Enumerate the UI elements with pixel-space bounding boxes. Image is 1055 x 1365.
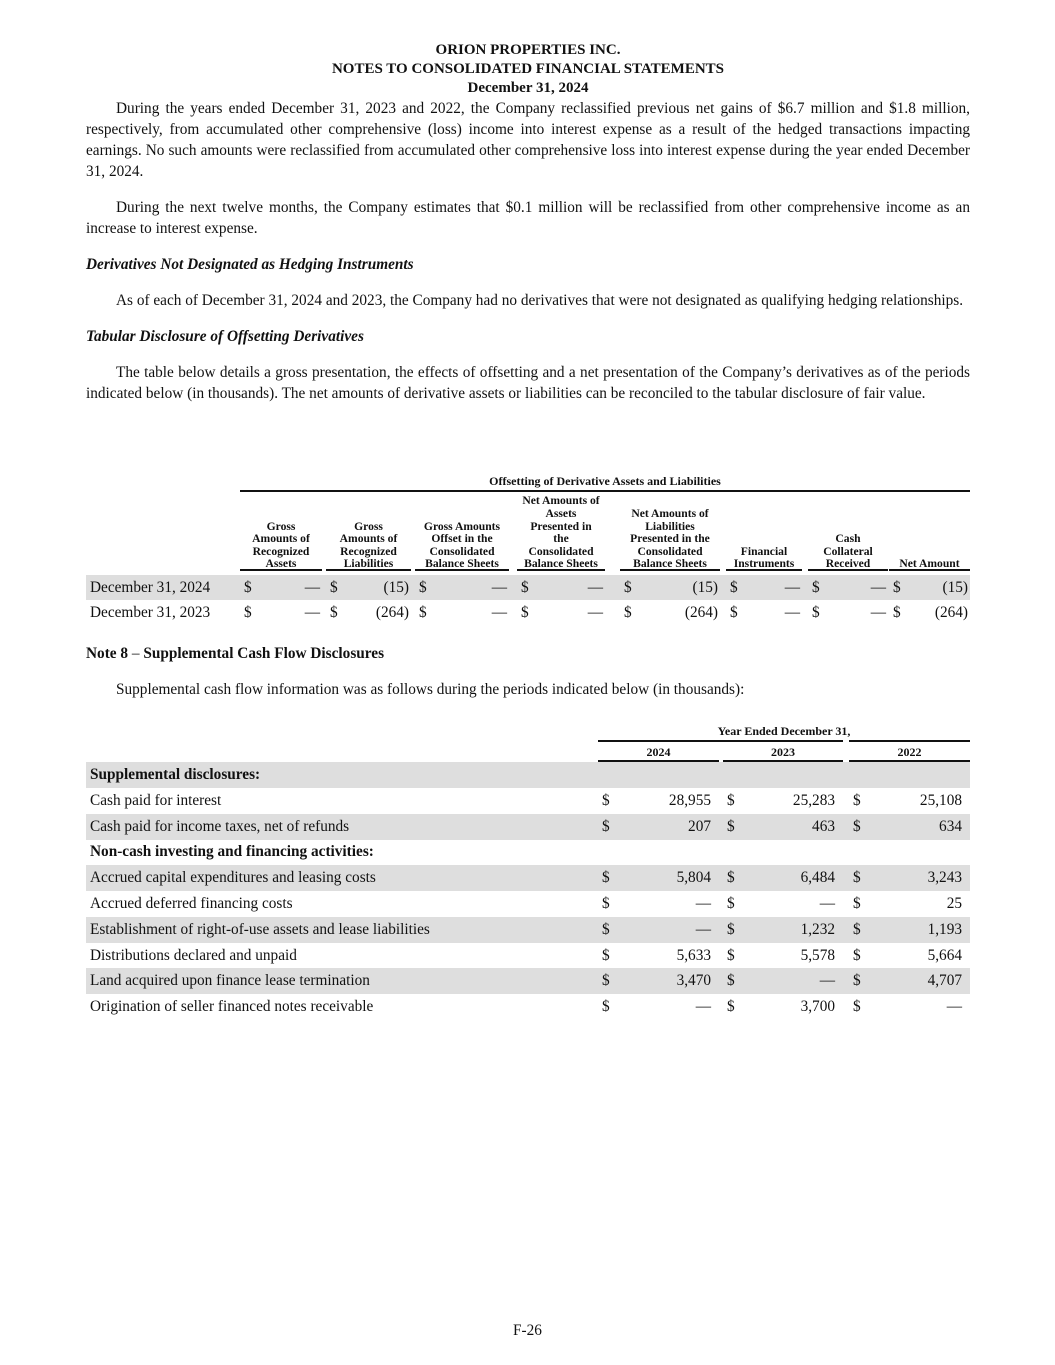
currency-symbol: $ — [727, 920, 735, 938]
row-label: Origination of seller financed notes receivable — [90, 998, 374, 1016]
currency-symbol: $ — [602, 817, 610, 835]
header-line: Recognized — [252, 544, 310, 558]
cell-value: — — [695, 998, 711, 1016]
currency-symbol: $ — [727, 998, 735, 1016]
cell-value: (264) — [934, 604, 968, 621]
derivatives-column-header — [517, 495, 605, 571]
header-rule — [326, 569, 411, 571]
currency-symbol: $ — [727, 817, 735, 835]
currency-symbol: $ — [893, 579, 901, 596]
currency-symbol: $ — [244, 604, 252, 621]
cell-value: — — [819, 895, 835, 912]
currency-symbol: $ — [893, 604, 901, 621]
page-number: F-26 — [513, 1322, 542, 1339]
note8-dash: – — [128, 645, 144, 662]
header-line: Received — [825, 557, 871, 571]
header-line: Assets — [545, 506, 577, 520]
header-rule — [517, 569, 605, 571]
currency-symbol: $ — [602, 946, 610, 964]
cell-value: — — [870, 579, 886, 596]
header-line: Consolidated — [429, 544, 495, 558]
header-line: Amounts of — [339, 532, 398, 546]
row-label: Supplemental disclosures: — [90, 766, 261, 783]
currency-symbol: $ — [727, 895, 735, 912]
cell-value: 5,578 — [800, 946, 835, 964]
derivatives-column-header — [240, 521, 322, 571]
currency-symbol: $ — [602, 972, 610, 990]
cell-value: (15) — [383, 579, 409, 596]
cashflow-row — [86, 917, 970, 943]
cell-value: (15) — [942, 579, 968, 596]
note8-title: Supplemental Cash Flow Disclosures — [143, 645, 385, 662]
header-line: Recognized — [340, 544, 397, 558]
row-label: December 31, 2024 — [90, 579, 211, 596]
paragraph-table-description: The table below details a gross presentation, the effects of offsetting and a net presentation of the Company’s derivatives as of the periods indicated below (in thousands). The net amounts of derivative assets or liabilities can be reconciled to the tabular disclosure of fair value. — [86, 364, 970, 402]
header-line: Presented in the — [630, 532, 710, 546]
header-line: Collateral — [823, 544, 873, 558]
cell-value: — — [587, 579, 603, 596]
currency-symbol: $ — [853, 946, 861, 964]
header-line: Amounts of — [252, 532, 310, 546]
cell-value: — — [491, 579, 507, 596]
cell-value: 5,664 — [927, 946, 962, 964]
derivatives-column-header — [808, 533, 888, 571]
currency-symbol: $ — [602, 869, 610, 887]
paragraph-reclassified-gains: During the years ended December 31, 2023 and 2022, the Company reclassified previous net gains of $6.7 million and $1.8 million, respectively, from accumulated other comprehensive (loss) income into interest expense as a result of the hedged transactions impacting earnings. No such amounts were reclassified from accumulated other comprehensive loss into interest expense during the year ended December 31, 2024. — [86, 100, 970, 180]
header-line: Assets — [265, 557, 297, 571]
cell-value: (15) — [692, 579, 718, 596]
derivatives-column-header — [620, 508, 720, 571]
paragraph-no-derivatives: As of each of December 31, 2024 and 2023, the Company had no derivatives that were not designated as qualifying hedging relationships. — [116, 292, 964, 309]
cashflow-row — [86, 891, 970, 917]
derivatives-column-header — [326, 521, 411, 571]
header-line: the — [553, 532, 569, 546]
cell-value: 28,955 — [668, 791, 711, 809]
currency-symbol: $ — [853, 895, 861, 912]
currency-symbol: $ — [521, 604, 529, 621]
derivatives-column-header — [415, 521, 509, 571]
cashflow-row — [86, 788, 970, 814]
cell-value: 3,470 — [676, 972, 711, 990]
section-header-row — [86, 839, 970, 865]
header-rule — [240, 569, 322, 571]
row-label: Non-cash investing and financing activities: — [90, 843, 374, 861]
currency-symbol: $ — [602, 920, 610, 938]
year-header: 2024 — [646, 745, 671, 759]
title-rule — [849, 740, 970, 742]
document-date: December 31, 2024 — [467, 80, 589, 96]
header-line: Financial — [740, 544, 788, 558]
cell-value: — — [304, 579, 320, 596]
currency-symbol: $ — [812, 604, 820, 621]
derivatives-row — [86, 575, 970, 600]
currency-symbol: $ — [853, 869, 861, 887]
document-title: NOTES TO CONSOLIDATED FINANCIAL STATEMENTS — [331, 61, 725, 77]
currency-symbol: $ — [602, 791, 610, 809]
currency-symbol: $ — [602, 998, 610, 1016]
cell-value: 3,700 — [800, 998, 835, 1016]
cell-value: 634 — [939, 817, 962, 835]
currency-symbol: $ — [853, 998, 861, 1016]
cell-value: — — [491, 604, 507, 621]
header-line: Liabilities — [645, 519, 695, 533]
cell-value: 4,707 — [927, 972, 962, 990]
currency-symbol: $ — [812, 579, 820, 596]
title-rule — [598, 740, 843, 742]
section-header-row — [86, 762, 970, 788]
note8-heading — [86, 645, 384, 663]
cell-value: 5,804 — [676, 869, 711, 887]
header-line: Consolidated — [637, 544, 703, 558]
note8-number: Note 8 — [86, 645, 129, 662]
currency-symbol: $ — [727, 869, 735, 887]
currency-symbol: $ — [521, 579, 529, 596]
cell-value: (264) — [684, 604, 718, 621]
currency-symbol: $ — [853, 972, 861, 990]
currency-symbol: $ — [419, 604, 427, 621]
header-line: Gross — [266, 519, 296, 533]
header-line: Balance Sheets — [633, 557, 707, 571]
header-line: Instruments — [733, 557, 795, 571]
header-line: Liabilities — [343, 557, 394, 571]
cell-value: — — [784, 579, 800, 596]
header-line: Gross — [354, 519, 383, 533]
currency-symbol: $ — [853, 920, 861, 938]
subheading-not-designated: Derivatives Not Designated as Hedging Instruments — [86, 256, 414, 273]
cashflow-row — [86, 814, 970, 840]
cell-value: 25,283 — [792, 791, 835, 809]
cashflow-table-title: Year Ended December 31, — [717, 724, 851, 738]
cashflow-row — [86, 968, 970, 994]
cell-value: — — [304, 604, 320, 621]
cell-value: 463 — [812, 817, 835, 835]
derivatives-row — [86, 600, 970, 625]
currency-symbol: $ — [419, 579, 427, 596]
currency-symbol: $ — [624, 604, 632, 621]
header-rule — [620, 569, 720, 571]
cell-value: 25,108 — [919, 791, 962, 809]
currency-symbol: $ — [330, 604, 338, 621]
cell-value: 5,633 — [676, 946, 711, 964]
currency-symbol: $ — [730, 604, 738, 621]
header-rule — [889, 569, 970, 571]
year-header: 2023 — [771, 745, 795, 759]
row-label: Cash paid for interest — [90, 791, 222, 809]
derivatives-table-title: Offsetting of Derivative Assets and Liabilities — [489, 474, 721, 488]
currency-symbol: $ — [853, 791, 861, 809]
cell-value: — — [695, 920, 711, 938]
cell-value: 1,232 — [800, 920, 835, 938]
note8-intro: Supplemental cash flow information was as follows during the periods indicated below (in thousands): — [116, 681, 745, 698]
subheading-tabular-disclosure: Tabular Disclosure of Offsetting Derivatives — [86, 328, 364, 345]
header-line: Net Amounts of — [522, 494, 600, 508]
header-line: Balance Sheets — [524, 557, 598, 571]
cell-value: 3,243 — [927, 869, 962, 887]
cell-value: — — [819, 972, 835, 990]
row-label: Establishment of right-of-use assets and lease liabilities — [90, 920, 430, 938]
currency-symbol: $ — [727, 946, 735, 964]
currency-symbol: $ — [624, 579, 632, 596]
currency-symbol: $ — [730, 579, 738, 596]
row-label: Accrued capital expenditures and leasing costs — [90, 869, 376, 887]
currency-symbol: $ — [727, 972, 735, 990]
header-rule — [808, 569, 888, 571]
cell-value: — — [870, 604, 886, 621]
cell-value: — — [946, 998, 962, 1016]
row-label: December 31, 2023 — [90, 604, 211, 621]
cashflow-row — [86, 865, 970, 891]
row-label: Accrued deferred financing costs — [90, 895, 293, 912]
company-name: ORION PROPERTIES INC. — [435, 42, 621, 58]
header-line: Balance Sheets — [425, 557, 499, 571]
paragraph-next-twelve-months: During the next twelve months, the Company estimates that $0.1 million will be reclassified from other comprehensive income as an increase to interest expense. — [86, 199, 970, 237]
header-line: Consolidated — [528, 544, 594, 558]
currency-symbol: $ — [602, 895, 610, 912]
row-label: Distributions declared and unpaid — [90, 946, 297, 964]
currency-symbol: $ — [727, 791, 735, 809]
cell-value: 25 — [946, 895, 962, 912]
currency-symbol: $ — [330, 579, 338, 596]
header-line: Cash — [835, 532, 861, 546]
header-rule — [415, 569, 509, 571]
cell-value: 6,484 — [800, 869, 835, 887]
cashflow-row — [86, 994, 970, 1020]
cell-value: 1,193 — [927, 920, 962, 938]
header-line: Net Amounts of — [631, 507, 709, 520]
header-rule — [726, 569, 802, 571]
header-line: Gross Amounts — [423, 519, 501, 533]
row-label: Land acquired upon finance lease termination — [90, 972, 370, 990]
header-line: Offset in the — [431, 532, 493, 546]
year-header: 2022 — [897, 745, 922, 759]
row-label: Cash paid for income taxes, net of refunds — [90, 817, 350, 835]
cell-value: 207 — [688, 817, 711, 835]
cell-value: (264) — [375, 604, 409, 621]
title-rule — [240, 490, 970, 492]
header-line: Net Amount — [899, 557, 960, 571]
cell-value: — — [784, 604, 800, 621]
currency-symbol: $ — [853, 817, 861, 835]
currency-symbol: $ — [244, 579, 252, 596]
cashflow-row — [86, 943, 970, 969]
header-line: Presented in — [530, 519, 592, 533]
document-page — [86, 0, 970, 1016]
cell-value: — — [587, 604, 603, 621]
derivatives-column-header — [726, 546, 802, 571]
cell-value: — — [695, 895, 711, 912]
